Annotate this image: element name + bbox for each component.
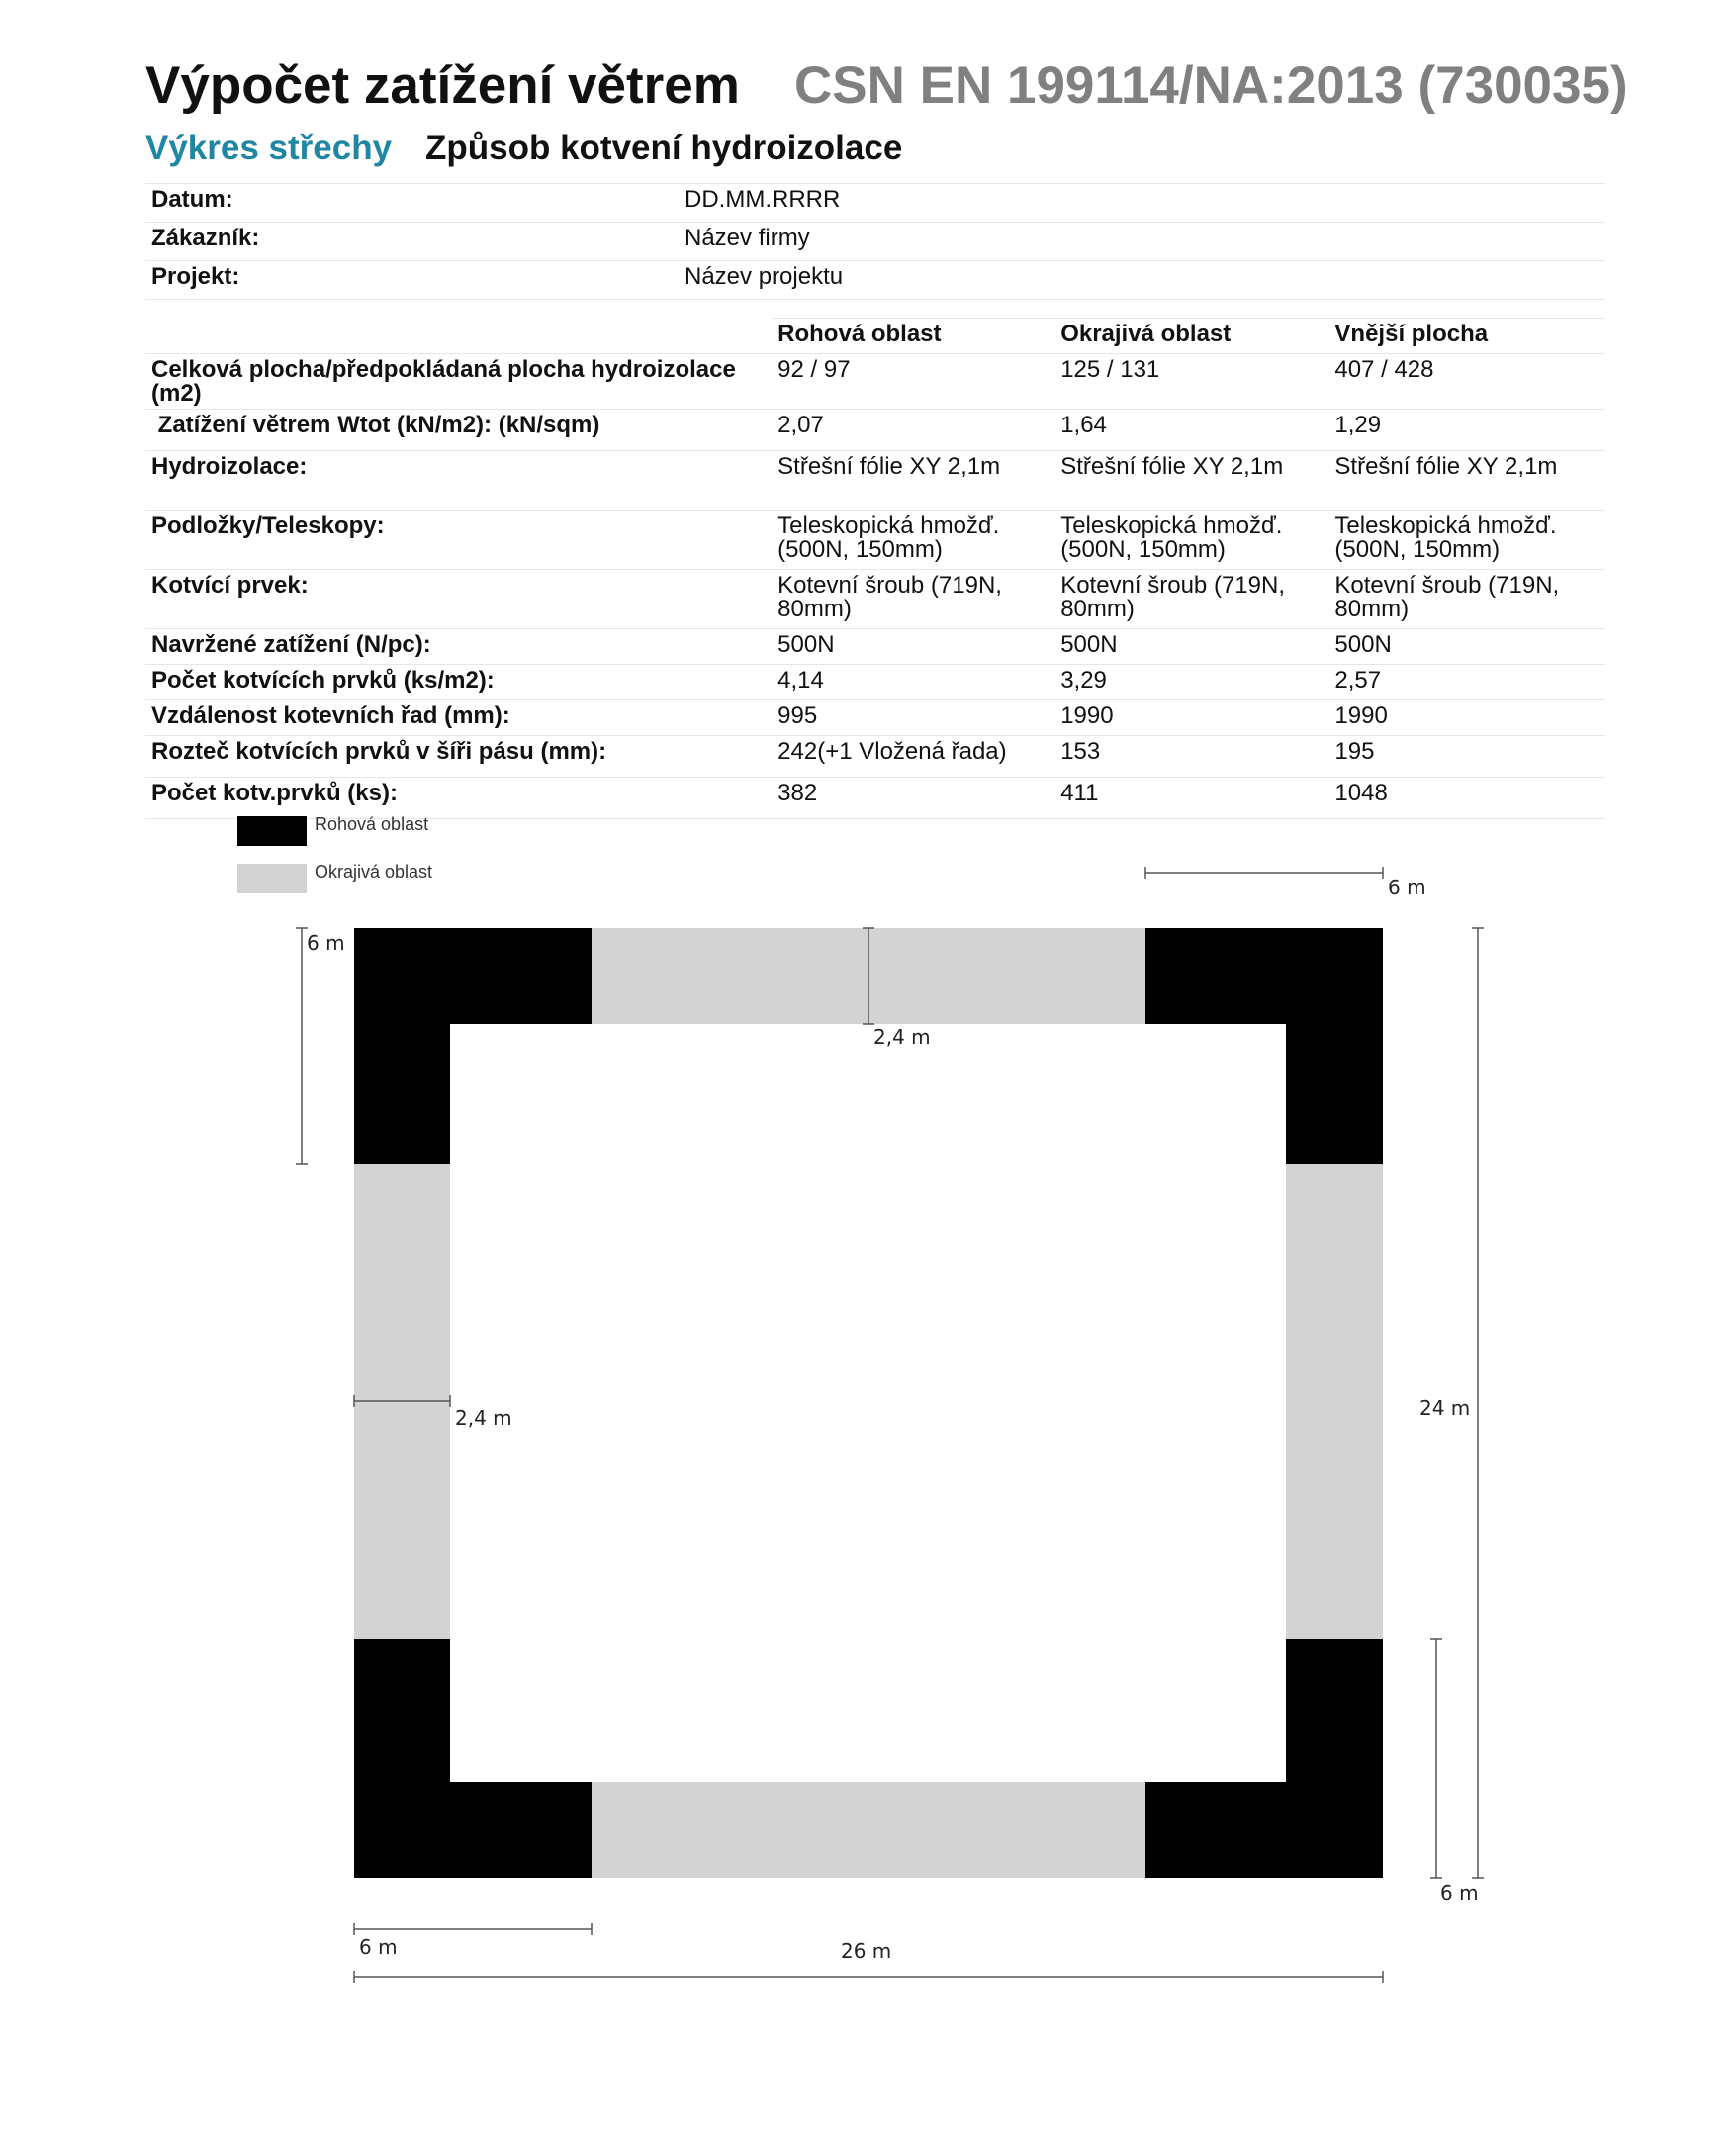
cell: Teleskopická hmožď. (500N, 150mm) xyxy=(1054,511,1328,570)
row-label: Navržené zatížení (N/pc): xyxy=(145,629,772,665)
corner-zone-bottom-right xyxy=(1145,1639,1383,1878)
cell: 382 xyxy=(772,778,1054,819)
edge-zone-bottom xyxy=(592,1782,1145,1878)
row-label: Hydroizolace: xyxy=(145,451,772,511)
cell: 1,29 xyxy=(1328,410,1605,451)
cell: 4,14 xyxy=(772,665,1054,700)
info-value: DD.MM.RRRR xyxy=(679,184,1605,223)
cell: 2,07 xyxy=(772,410,1054,451)
cell: 2,57 xyxy=(1328,665,1605,700)
cell: 1048 xyxy=(1328,778,1605,819)
info-value: Název firmy xyxy=(679,223,1605,261)
dim-edge-left-label: 2,4 m xyxy=(455,1406,512,1430)
corner-zone-top-right xyxy=(1145,928,1383,1164)
section-title-roof-drawing: Výkres střechy xyxy=(145,129,393,167)
cell: Střešní fólie XY 2,1m xyxy=(1054,451,1328,511)
cell: Kotevní šroub (719N, 80mm) xyxy=(772,570,1054,629)
column-header: Okrajivá oblast xyxy=(1054,319,1328,354)
cell: Teleskopická hmožď. (500N, 150mm) xyxy=(1328,511,1605,570)
cell: Střešní fólie XY 2,1m xyxy=(772,451,1054,511)
cell: Střešní fólie XY 2,1m xyxy=(1328,451,1605,511)
corner-zone-top-left xyxy=(354,928,592,1164)
cell: 125 / 131 xyxy=(1054,354,1328,410)
cell: Kotevní šroub (719N, 80mm) xyxy=(1054,570,1328,629)
row-label: Rozteč kotvících prvků v šíři pásu (mm): xyxy=(145,736,772,778)
dim-top-right-label: 6 m xyxy=(1388,876,1426,899)
cell: 1990 xyxy=(1328,700,1605,736)
legend-corner-label: Rohová oblast xyxy=(315,814,429,834)
cell: 411 xyxy=(1054,778,1328,819)
cell: 1,64 xyxy=(1054,410,1328,451)
row-label: Zatížení větrem Wtot (kN/m2): (kN/sqm) xyxy=(145,410,772,451)
cell: 1990 xyxy=(1054,700,1328,736)
edge-zone-right xyxy=(1286,1164,1383,1639)
row-label: Podložky/Teleskopy: xyxy=(145,511,772,570)
cell: Kotevní šroub (719N, 80mm) xyxy=(1328,570,1605,629)
row-label: Počet kotvících prvků (ks/m2): xyxy=(145,665,772,700)
cell: 995 xyxy=(772,700,1054,736)
row-label: Kotvící prvek: xyxy=(145,570,772,629)
cell: 3,29 xyxy=(1054,665,1328,700)
dim-height-label: 24 m xyxy=(1419,1396,1471,1420)
info-label: Zákazník: xyxy=(145,223,679,261)
cell: 500N xyxy=(772,629,1054,665)
section-title-anchoring: Způsob kotvení hydroizolace xyxy=(425,129,903,167)
edge-zone-left xyxy=(354,1164,450,1639)
cell: 500N xyxy=(1054,629,1328,665)
row-label: Počet kotv.prvků (ks): xyxy=(145,778,772,819)
info-value: Název projektu xyxy=(679,261,1605,300)
dim-bottom-right-label: 6 m xyxy=(1440,1881,1479,1905)
cell: 92 / 97 xyxy=(772,354,1054,410)
info-label: Projekt: xyxy=(145,261,679,300)
cell: 153 xyxy=(1054,736,1328,778)
column-header: Rohová oblast xyxy=(772,319,1054,354)
corner-zone-bottom-left xyxy=(354,1639,592,1878)
row-label: Celková plocha/předpokládaná plocha hydroizolace (m2) xyxy=(145,354,772,410)
column-header: Vnější plocha xyxy=(1328,319,1605,354)
cell: 500N xyxy=(1328,629,1605,665)
legend-edge-label: Okrajivá oblast xyxy=(315,862,433,882)
cell: 407 / 428 xyxy=(1328,354,1605,410)
cell: Teleskopická hmožď. (500N, 150mm) xyxy=(772,511,1054,570)
info-label: Datum: xyxy=(145,184,679,223)
cell: 195 xyxy=(1328,736,1605,778)
dim-edge-top-label: 2,4 m xyxy=(873,1025,931,1049)
dim-bottom-left-label: 6 m xyxy=(359,1935,398,1959)
row-label: Vzdálenost kotevních řad (mm): xyxy=(145,700,772,736)
norm-reference: CSN EN 199114/NA:2013 (730035) xyxy=(794,56,1628,115)
dim-width-label: 26 m xyxy=(841,1939,892,1963)
dim-top-left-label: 6 m xyxy=(307,931,345,955)
cell: 242(+1 Vložená řada) xyxy=(772,736,1054,778)
page-title: Výpočet zatížení větrem xyxy=(145,56,740,115)
